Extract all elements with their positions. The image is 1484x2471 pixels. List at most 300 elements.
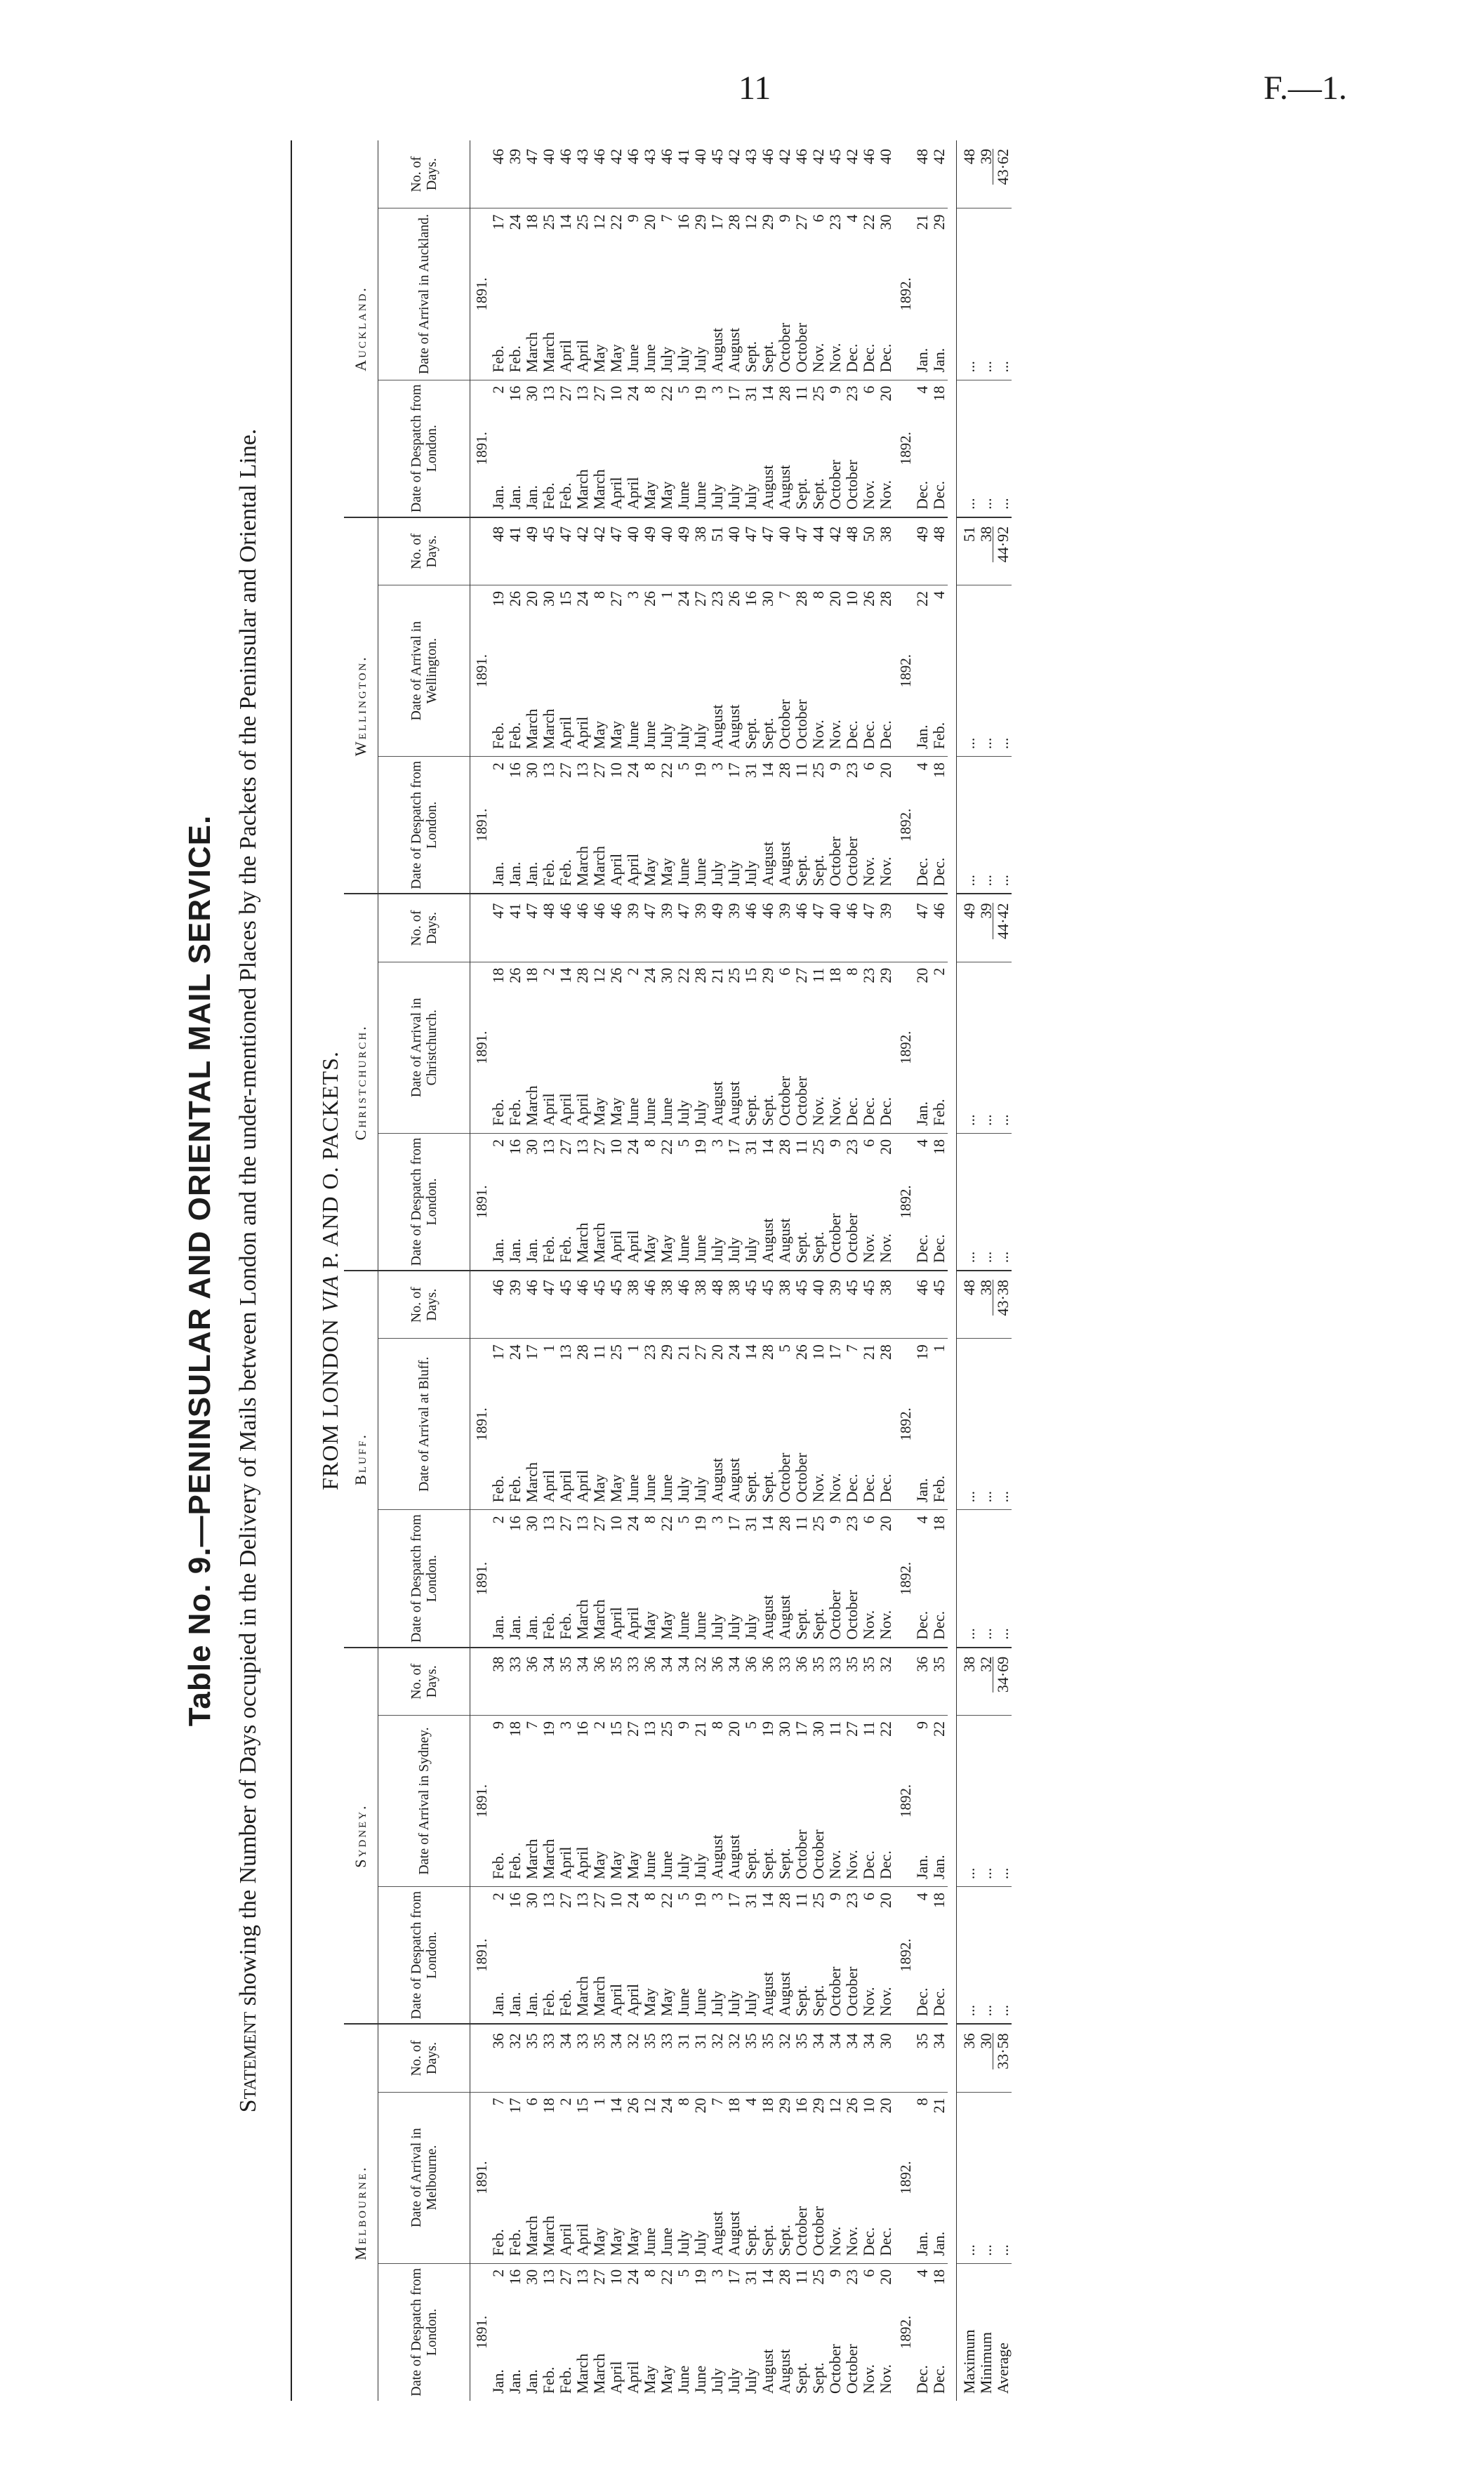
arrival-month: April <box>557 2131 574 2263</box>
despatch-month: Dec. <box>914 797 931 894</box>
days-column-header: No. of Days. <box>378 2024 470 2092</box>
table-row <box>524 140 541 2401</box>
despatch-month: August <box>760 421 776 517</box>
arrival-day: 1 <box>540 1344 557 1353</box>
despatch-day: 9 <box>826 1516 844 1524</box>
days-value: 44 <box>810 517 827 585</box>
despatch-month: Jan. <box>507 797 524 894</box>
days-value: 32 <box>692 1648 709 1716</box>
arrival-month: Sept. <box>743 2131 760 2263</box>
despatch-month: July <box>709 1174 726 1271</box>
despatch-day: 3 <box>708 1893 726 1901</box>
days-value: 46 <box>490 1271 507 1339</box>
arrival-month: Sept. <box>776 1754 793 1886</box>
arrival-day: 5 <box>776 1344 793 1353</box>
arrival-month: Dec. <box>877 624 894 756</box>
days-value: 32 <box>625 2024 642 2092</box>
arrival-month: July <box>692 1001 709 1133</box>
arrival-day: 8 <box>590 591 608 599</box>
despatch-month: Dec. <box>931 1174 948 1271</box>
summary-value <box>957 140 979 208</box>
despatch-day: 5 <box>675 2269 692 2277</box>
arrival-day: 2 <box>590 1721 608 1729</box>
arrival-month: Feb. <box>507 1754 524 1886</box>
arrival-day: 28 <box>574 967 591 983</box>
arrival-month: Sept. <box>760 2131 776 2263</box>
days-value: 34 <box>844 2024 861 2092</box>
despatch-month: May <box>658 421 675 517</box>
arrival-month: July <box>658 248 675 380</box>
year-label: 1892. <box>894 1339 914 1510</box>
despatch-day: 8 <box>641 1893 658 1901</box>
arrival-day: 27 <box>843 1721 861 1737</box>
arrival-month: April <box>574 2131 591 2263</box>
despatch-month: Feb. <box>541 421 557 517</box>
despatch-day: 6 <box>860 1893 877 1901</box>
arrival-day: 29 <box>877 967 894 983</box>
table-row <box>861 140 877 2401</box>
despatch-day: 11 <box>793 1516 810 1531</box>
arrival-day: 1 <box>590 2098 608 2106</box>
arrival-day: 29 <box>776 2098 793 2114</box>
days-value: 46 <box>574 1271 591 1339</box>
destination-header-auckland: Auckland. <box>344 140 378 517</box>
arrival-month: Jan. <box>914 248 931 380</box>
days-value: 33 <box>625 1648 642 1716</box>
despatch-day: 9 <box>826 762 844 771</box>
despatch-month: June <box>675 421 692 517</box>
arrival-day: 26 <box>624 2098 642 2114</box>
days-value: 46 <box>743 894 760 962</box>
despatch-day: 27 <box>557 385 574 402</box>
despatch-day: 13 <box>574 2269 591 2285</box>
arrival-day: 28 <box>574 1344 591 1360</box>
arrival-day: 22 <box>913 591 931 607</box>
despatch-month: Dec. <box>914 1928 931 2024</box>
arrival-month: August <box>726 624 743 756</box>
days-value: 39 <box>507 140 524 208</box>
days-value: 43 <box>574 140 591 208</box>
despatch-day: 18 <box>930 1139 948 1155</box>
despatch-day: 2 <box>489 762 507 771</box>
despatch-day: 8 <box>641 1516 658 1524</box>
arrival-month: June <box>642 624 658 756</box>
statement-body: showing the Number of Days occupied in the Delivery of Mails between London and the under-mentioned Places by the Packets of the Peninsular and Oriental Line. <box>235 428 261 2006</box>
despatch-month: April <box>625 1928 642 2024</box>
arrival-day: 20 <box>725 1721 743 1737</box>
arrival-month: August <box>709 1378 726 1510</box>
days-value: 48 <box>931 517 948 585</box>
despatch-month: October <box>844 421 861 517</box>
days-value: 48 <box>490 517 507 585</box>
arrival-day: 30 <box>776 1721 793 1737</box>
days-value: 32 <box>877 1648 894 1716</box>
despatch-day: 19 <box>691 2269 709 2285</box>
arrival-day: 18 <box>725 2098 743 2114</box>
despatch-month: June <box>675 2365 692 2394</box>
arrival-month: May <box>591 1001 608 1133</box>
days-value: 39 <box>625 894 642 962</box>
arrival-column-header: Date of Arrival in Auckland. <box>378 208 470 380</box>
arrival-day: 3 <box>624 591 642 599</box>
despatch-day: 31 <box>742 1139 760 1155</box>
despatch-month: Dec. <box>931 1551 948 1647</box>
despatch-month: October <box>827 1551 844 1647</box>
despatch-month: Sept. <box>793 2362 810 2394</box>
empty-cell <box>470 1271 491 1339</box>
despatch-day: 18 <box>930 1893 948 1909</box>
despatch-day: 30 <box>523 1893 541 1909</box>
arrival-month: May <box>591 2131 608 2263</box>
arrival-day: 30 <box>540 591 557 607</box>
arrival-month: March <box>524 1378 541 1510</box>
year-label: 1892. <box>894 2092 914 2263</box>
days-value: 34 <box>861 2024 877 2092</box>
arrival-month: Feb. <box>931 1001 948 1133</box>
arrival-month: Sept. <box>743 624 760 756</box>
days-value: 36 <box>760 1648 776 1716</box>
despatch-day: 10 <box>607 762 625 779</box>
summary-number: 38 <box>977 1280 995 1296</box>
despatch-month: May <box>658 2365 675 2394</box>
arrival-day: 12 <box>826 2098 844 2114</box>
despatch-month: Jan. <box>507 1551 524 1647</box>
arrival-month: Feb. <box>490 1378 507 1510</box>
arrival-column-header: Date of Arrival in Melbourne. <box>378 2092 470 2263</box>
arrival-day: 27 <box>793 214 810 230</box>
arrival-day: 14 <box>557 214 574 230</box>
despatch-day: 8 <box>641 1139 658 1147</box>
year-label: 1892. <box>894 1510 914 1648</box>
despatch-day: 19 <box>691 1139 709 1155</box>
summary-dots: ... <box>957 380 979 517</box>
days-value: 36 <box>709 1648 726 1716</box>
days-value: 39 <box>658 894 675 962</box>
table-row <box>591 140 608 2401</box>
summary-number: 39 <box>977 149 995 164</box>
arrival-month: Dec. <box>844 1001 861 1133</box>
arrival-month: Jan. <box>914 1378 931 1510</box>
days-value: 46 <box>608 894 625 962</box>
despatch-day: 13 <box>540 1893 557 1909</box>
arrival-month: July <box>692 248 709 380</box>
table-row <box>658 140 675 2401</box>
year-label: 1892. <box>894 1133 914 1271</box>
spacer-row <box>948 140 957 2401</box>
arrival-day: 17 <box>523 1344 541 1360</box>
days-value: 36 <box>490 2024 507 2092</box>
despatch-month: June <box>692 421 709 517</box>
from-prefix: FROM LONDON <box>317 1312 343 1490</box>
despatch-month: March <box>590 2353 608 2394</box>
arrival-month: July <box>675 624 692 756</box>
days-column-header: No. of Days. <box>378 1271 470 1339</box>
despatch-day: 2 <box>489 385 507 394</box>
despatch-day: 27 <box>590 1516 608 1532</box>
summary-dots: ... <box>978 1715 995 1886</box>
days-value: 33 <box>827 1648 844 1716</box>
despatch-month: March <box>574 1174 591 1271</box>
arrival-day: 20 <box>691 2098 709 2114</box>
despatch-day: 13 <box>574 762 591 779</box>
arrival-day: 27 <box>691 1344 709 1360</box>
arrival-month: May <box>608 248 625 380</box>
despatch-day: 3 <box>708 2269 726 2277</box>
destination-header-bluff: Bluff. <box>344 1271 378 1648</box>
arrival-day: 9 <box>913 1721 931 1729</box>
empty-cell <box>894 517 914 585</box>
arrival-day: 17 <box>826 1344 844 1360</box>
despatch-month: August <box>760 797 776 894</box>
despatch-day: 14 <box>759 1516 776 1532</box>
despatch-day: 27 <box>590 385 608 402</box>
days-value: 38 <box>726 1271 743 1339</box>
days-value: 45 <box>709 140 726 208</box>
despatch-column-header: Date of Despatch from London. <box>378 2263 470 2401</box>
despatch-day: 3 <box>708 762 726 771</box>
days-value: 36 <box>793 1648 810 1716</box>
days-value: 34 <box>658 1648 675 1716</box>
despatch-day: 4 <box>913 2269 931 2277</box>
arrival-day: 4 <box>930 591 948 599</box>
days-value: 45 <box>743 1271 760 1339</box>
arrival-day: 7 <box>776 591 793 599</box>
arrival-month: Sept. <box>760 624 776 756</box>
summary-label: Average <box>994 2343 1012 2394</box>
despatch-day: 2 <box>489 1139 507 1147</box>
arrival-day: 21 <box>708 967 726 983</box>
arrival-month: Feb. <box>931 624 948 756</box>
arrival-month: May <box>608 1378 625 1510</box>
despatch-day: 18 <box>930 1516 948 1532</box>
arrival-day: 16 <box>742 591 760 607</box>
year-label: 1891. <box>470 1887 491 2025</box>
arrival-day: 24 <box>641 967 658 983</box>
despatch-day: 14 <box>759 762 776 779</box>
despatch-month: March <box>574 797 591 894</box>
summary-value <box>995 1648 1012 1716</box>
arrival-month: Dec. <box>844 1378 861 1510</box>
days-value: 49 <box>642 517 658 585</box>
summary-value <box>957 1648 979 1716</box>
despatch-month: Jan. <box>507 1174 524 1271</box>
arrival-month: October <box>793 248 810 380</box>
despatch-day: 17 <box>725 1139 743 1155</box>
arrival-day: 26 <box>506 967 524 983</box>
despatch-month: May <box>642 797 658 894</box>
despatch-month: Nov. <box>861 1551 877 1647</box>
arrival-day: 10 <box>809 1344 827 1360</box>
arrival-month: May <box>608 1001 625 1133</box>
days-value: 36 <box>743 1648 760 1716</box>
year-label: 1892. <box>894 208 914 380</box>
despatch-day: 17 <box>725 385 743 402</box>
days-value: 47 <box>861 894 877 962</box>
despatch-column-header: Date of Despatch from London. <box>378 380 470 517</box>
arrival-day: 8 <box>708 1721 726 1729</box>
days-value: 34 <box>931 2024 948 2092</box>
summary-row <box>957 140 979 2401</box>
despatch-day: 30 <box>523 1139 541 1155</box>
arrival-day: 12 <box>590 967 608 983</box>
summary-dots: ... <box>995 208 1012 380</box>
destination-header-melbourne: Melbourne. <box>344 2024 378 2401</box>
despatch-day: 19 <box>691 762 709 779</box>
despatch-month: March <box>574 2353 591 2394</box>
arrival-month: July <box>658 624 675 756</box>
despatch-day: 3 <box>708 1516 726 1524</box>
summary-dots: ... <box>978 380 995 517</box>
summary-number: 43·38 <box>994 1280 1012 1316</box>
arrival-month: October <box>776 624 793 756</box>
despatch-column-header: Date of Despatch from London. <box>378 1887 470 2025</box>
arrival-month: April <box>557 248 574 380</box>
arrival-month: July <box>675 2131 692 2263</box>
despatch-day: 28 <box>776 1516 793 1532</box>
days-value: 46 <box>591 140 608 208</box>
arrival-month: July <box>692 1754 709 1886</box>
summary-dots: ... <box>978 208 995 380</box>
arrival-month: July <box>692 2131 709 2263</box>
summary-dots: ... <box>995 1339 1012 1510</box>
arrival-month: March <box>524 1001 541 1133</box>
despatch-month: Jan. <box>507 421 524 517</box>
arrival-day: 1 <box>624 1344 642 1353</box>
despatch-month: April <box>608 421 625 517</box>
summary-dots: ... <box>995 585 1012 757</box>
despatch-day: 9 <box>826 2269 844 2277</box>
summary-number: 36 <box>960 2033 978 2049</box>
days-value: 45 <box>608 1271 625 1339</box>
arrival-month: Jan. <box>914 1001 931 1133</box>
arrival-day: 19 <box>759 1721 776 1737</box>
days-value: 45 <box>557 1271 574 1339</box>
despatch-month: Feb. <box>557 1928 574 2024</box>
days-value: 46 <box>760 140 776 208</box>
despatch-day: 5 <box>675 1893 692 1901</box>
arrival-month: October <box>776 1378 793 1510</box>
despatch-month: Jan. <box>490 421 507 517</box>
arrival-day: 20 <box>523 591 541 607</box>
arrival-day: 21 <box>691 1721 709 1737</box>
days-value: 36 <box>591 1648 608 1716</box>
days-value: 45 <box>861 1271 877 1339</box>
arrival-day: 2 <box>557 2098 574 2106</box>
from-heading <box>317 112 343 2429</box>
despatch-day: 30 <box>523 2269 541 2285</box>
despatch-month: July <box>709 1551 726 1647</box>
arrival-day: 4 <box>742 2098 760 2106</box>
despatch-month: July <box>709 1928 726 2024</box>
despatch-month: July <box>708 2368 726 2394</box>
arrival-month: June <box>642 2131 658 2263</box>
despatch-day: 17 <box>725 1893 743 1909</box>
despatch-month: March <box>574 421 591 517</box>
arrival-month: July <box>675 1754 692 1886</box>
year-label: 1892. <box>897 2315 914 2349</box>
days-value: 38 <box>692 1271 709 1339</box>
days-value: 41 <box>507 517 524 585</box>
arrival-month: Dec. <box>877 1754 894 1886</box>
days-value: 45 <box>793 1271 810 1339</box>
empty-cell <box>470 140 491 208</box>
summary-value <box>957 2024 979 2092</box>
arrival-day: 24 <box>574 591 591 607</box>
table-row <box>642 140 658 2401</box>
arrival-day: 1 <box>930 1344 948 1353</box>
arrival-day: 19 <box>489 591 507 607</box>
page-number: 11 <box>738 69 771 107</box>
despatch-day: 2 <box>489 2269 507 2277</box>
year-label: 1892. <box>894 962 914 1133</box>
days-value: 42 <box>931 140 948 208</box>
despatch-day: 6 <box>860 1139 877 1147</box>
arrival-month: August <box>709 624 726 756</box>
arrival-month: April <box>557 1001 574 1133</box>
summary-value <box>957 1271 979 1339</box>
days-value: 47 <box>675 894 692 962</box>
arrival-day: 21 <box>675 1344 692 1360</box>
empty-cell <box>470 1648 491 1716</box>
despatch-month: Feb. <box>541 1174 557 1271</box>
despatch-month: July <box>726 1174 743 1271</box>
table-row <box>760 140 776 2401</box>
despatch-day: 17 <box>725 2269 743 2285</box>
despatch-day: 14 <box>759 385 776 402</box>
days-value: 39 <box>827 1271 844 1339</box>
days-value: 38 <box>625 1271 642 1339</box>
arrival-day: 18 <box>540 2098 557 2114</box>
despatch-month: Dec. <box>930 2365 948 2394</box>
days-value: 34 <box>827 2024 844 2092</box>
despatch-day: 31 <box>742 1516 760 1532</box>
days-value: 51 <box>709 517 726 585</box>
arrival-day: 5 <box>742 1721 760 1729</box>
despatch-day: 13 <box>574 1516 591 1532</box>
days-value: 34 <box>557 2024 574 2092</box>
arrival-day: 25 <box>540 214 557 230</box>
days-value: 35 <box>793 2024 810 2092</box>
despatch-day: 24 <box>624 1893 642 1909</box>
arrival-day: 14 <box>607 2098 625 2114</box>
days-value: 47 <box>743 517 760 585</box>
despatch-month: Feb. <box>557 797 574 894</box>
summary-dots: ... <box>957 1133 979 1271</box>
days-value: 46 <box>844 894 861 962</box>
despatch-day: 13 <box>540 2269 557 2285</box>
arrival-month: Jan. <box>914 1754 931 1886</box>
summary-value <box>995 517 1012 585</box>
despatch-month: Sept. <box>809 2362 827 2394</box>
arrival-day: 19 <box>540 1721 557 1737</box>
despatch-month: April <box>607 2361 625 2394</box>
arrival-month: July <box>692 1378 709 1510</box>
arrival-month: Jan. <box>931 248 948 380</box>
summary-dots: ... <box>957 1887 979 2025</box>
days-value: 34 <box>541 1648 557 1716</box>
despatch-month: April <box>608 1551 625 1647</box>
arrival-month: Dec. <box>877 248 894 380</box>
despatch-day: 13 <box>574 1139 591 1155</box>
summary-value <box>995 140 1012 208</box>
summary-dots: ... <box>957 2092 979 2263</box>
arrival-month: Dec. <box>861 624 877 756</box>
despatch-month: July <box>725 2368 743 2394</box>
despatch-day: 18 <box>930 2269 948 2285</box>
despatch-day: 18 <box>930 385 948 402</box>
despatch-month: Nov. <box>861 1174 877 1271</box>
arrival-day: 29 <box>930 214 948 230</box>
